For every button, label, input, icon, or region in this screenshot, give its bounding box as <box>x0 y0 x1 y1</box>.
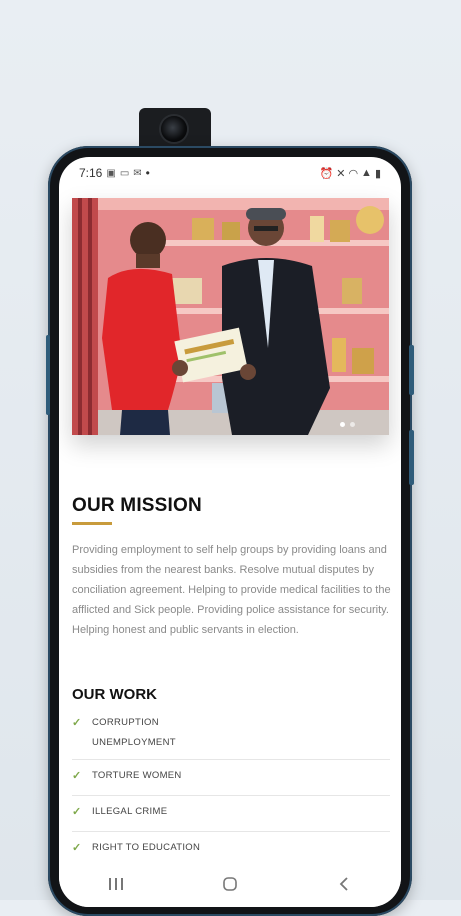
recents-button[interactable] <box>96 869 136 899</box>
work-item-corruption <box>72 713 390 760</box>
more-notifications-dot: • <box>145 166 150 180</box>
status-time: 7:16 <box>79 166 103 180</box>
back-button[interactable] <box>324 869 364 899</box>
hero-photo-slider[interactable] <box>72 198 389 435</box>
slider-dot-2[interactable] <box>350 422 355 427</box>
status-bar <box>59 157 401 189</box>
power-button <box>409 430 414 485</box>
battery-icon: ▮ <box>374 167 381 180</box>
volume-button <box>409 345 414 395</box>
mute-icon: ✕ <box>336 167 346 180</box>
email-notification-icon: ✉ <box>133 167 142 179</box>
slider-dot-1[interactable] <box>340 422 345 427</box>
gallery-notification-icon: ▣ <box>106 167 116 179</box>
alarm-icon: ⏰ <box>319 167 334 180</box>
check-icon: ✓ <box>72 806 82 818</box>
work-item-illegal-crime <box>72 796 390 832</box>
check-icon: ✓ <box>72 717 82 729</box>
home-button[interactable] <box>210 869 250 899</box>
work-item-label: UNEMPLOYMENT <box>92 737 176 748</box>
recents-icon <box>108 877 124 891</box>
slider-dots[interactable] <box>340 422 355 427</box>
check-icon: ✓ <box>72 842 82 854</box>
work-item-label: CORRUPTION <box>92 717 159 728</box>
work-item-label: ILLEGAL CRIME <box>92 806 168 817</box>
camera-lens-icon <box>161 116 187 142</box>
signal-icon: ▲ <box>361 167 372 179</box>
mission-title-underline <box>72 522 112 525</box>
work-list <box>72 713 390 867</box>
work-item-label: TORTURE WOMEN <box>92 770 182 781</box>
check-icon: ✓ <box>72 770 82 782</box>
work-item-torture-women <box>72 760 390 796</box>
work-item-label: RIGHT TO EDUCATION <box>92 842 201 853</box>
hero-photo <box>72 198 389 435</box>
home-icon <box>222 876 238 892</box>
mission-title: OUR MISSION <box>72 495 202 516</box>
wifi-icon: ◠ <box>348 167 359 180</box>
back-icon <box>338 876 350 892</box>
popup-camera <box>139 108 211 148</box>
phone-screen <box>59 157 401 907</box>
side-button-left <box>46 335 50 415</box>
work-title: OUR WORK <box>72 686 157 703</box>
mission-description: Providing employment to self help groups by providing loans and subsidies from the nearest banks. Resolve mutual disputes by conciliation agreement. Helping to provide medical facilities to the afflicted and Sick people. Providing police assistance for security. Helping honest and public servants in election. <box>72 544 391 636</box>
android-nav-bar <box>59 861 401 907</box>
message-notification-icon: ▭ <box>119 167 130 179</box>
